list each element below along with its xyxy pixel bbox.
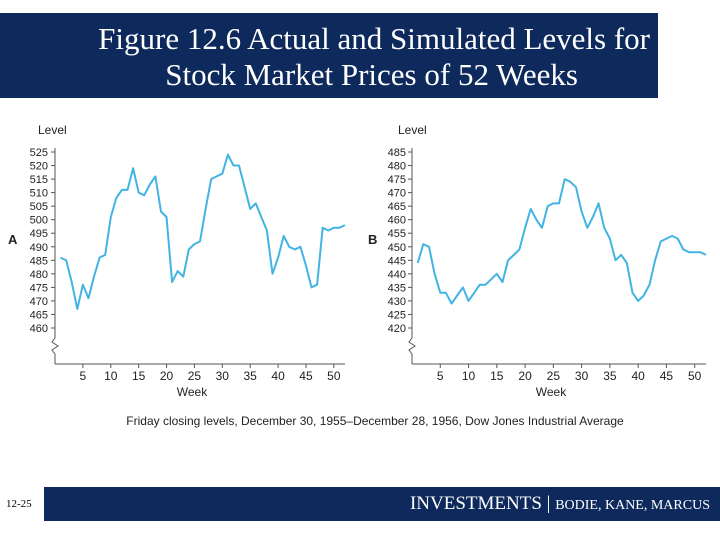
- x-tick-label: 5: [436, 369, 444, 383]
- y-tick-label: 495: [29, 228, 48, 241]
- x-tick-label: 45: [659, 369, 674, 383]
- y-tick-label: 480: [387, 160, 406, 173]
- x-tick-label: 35: [603, 369, 617, 383]
- y-tick-label: 440: [387, 268, 406, 281]
- y-tick-label: 485: [29, 255, 48, 268]
- x-tick-label: 30: [574, 369, 589, 383]
- y-tick-label: 485: [387, 147, 406, 159]
- y-tick-label: 420: [387, 323, 406, 335]
- panel-label: B: [368, 232, 378, 247]
- y-tick-label: 490: [29, 241, 48, 254]
- x-tick-label: 10: [104, 369, 118, 383]
- chart-figure: [0, 112, 720, 432]
- slide-title-line2: Stock Market Prices of 52 Weeks: [165, 57, 578, 92]
- x-tick-label: 25: [546, 369, 561, 383]
- x-tick-label: 5: [79, 369, 87, 383]
- x-tick-label: 35: [243, 369, 257, 383]
- y-tick-label: 465: [387, 201, 406, 214]
- y-tick-label: 520: [29, 160, 48, 173]
- x-axis-label: Week: [535, 385, 567, 399]
- y-tick-label: 430: [387, 295, 406, 308]
- series-line: [418, 179, 706, 304]
- y-tick-label: 460: [29, 323, 48, 335]
- y-tick-label: 480: [29, 268, 48, 281]
- figure-caption: Friday closing levels, December 30, 1955–December 28, 1956, Dow Jones Industrial Average: [126, 414, 624, 428]
- panel-label: A: [8, 232, 18, 247]
- title-bar: [0, 13, 658, 98]
- x-tick-label: 20: [159, 369, 174, 383]
- x-tick-label: 15: [490, 369, 504, 383]
- y-axis-label: Level: [398, 123, 427, 137]
- slide-title-line1: Figure 12.6 Actual and Simulated Levels for: [98, 21, 650, 56]
- series-line: [61, 155, 345, 309]
- y-tick-label: 465: [29, 309, 48, 322]
- x-tick-label: 40: [631, 369, 645, 383]
- x-tick-label: 40: [271, 369, 285, 383]
- footer-authors: BODIE, KANE, MARCUS: [555, 498, 710, 513]
- x-tick-label: 45: [299, 369, 313, 383]
- x-tick-label: 30: [215, 369, 229, 383]
- x-tick-label: 10: [461, 369, 476, 383]
- axis-break: [52, 338, 58, 364]
- footer-separator: |: [546, 493, 551, 514]
- y-tick-label: 460: [387, 214, 406, 227]
- x-tick-label: 25: [187, 369, 202, 383]
- x-tick-label: 50: [327, 369, 341, 383]
- y-tick-label: 425: [387, 309, 406, 322]
- y-axis-label: Level: [38, 123, 67, 137]
- y-tick-label: 505: [29, 201, 48, 214]
- y-tick-label: 450: [387, 241, 406, 254]
- x-tick-label: 15: [131, 369, 146, 383]
- footer-text: [410, 493, 710, 515]
- x-axis-label: Week: [176, 385, 208, 399]
- chart-panel-a: [8, 123, 345, 399]
- footer-main: INVESTMENTS: [409, 493, 542, 514]
- slide-title: [0, 21, 658, 93]
- y-tick-label: 475: [387, 174, 406, 187]
- y-tick-label: 475: [29, 282, 48, 295]
- y-tick-label: 470: [29, 295, 48, 308]
- y-tick-label: 515: [29, 174, 48, 187]
- y-tick-label: 500: [29, 214, 48, 227]
- chart-panel-b: [368, 123, 706, 399]
- x-tick-label: 20: [518, 369, 532, 383]
- footer-bar: [44, 487, 720, 521]
- axis-break: [409, 338, 415, 364]
- y-tick-label: 470: [387, 187, 406, 200]
- y-tick-label: 455: [387, 228, 406, 241]
- y-tick-label: 435: [387, 282, 406, 295]
- y-tick-label: 510: [29, 187, 48, 200]
- y-tick-label: 525: [29, 147, 48, 159]
- slide-number: 12-25: [6, 498, 32, 510]
- y-tick-label: 445: [387, 255, 406, 268]
- x-tick-label: 50: [688, 369, 702, 383]
